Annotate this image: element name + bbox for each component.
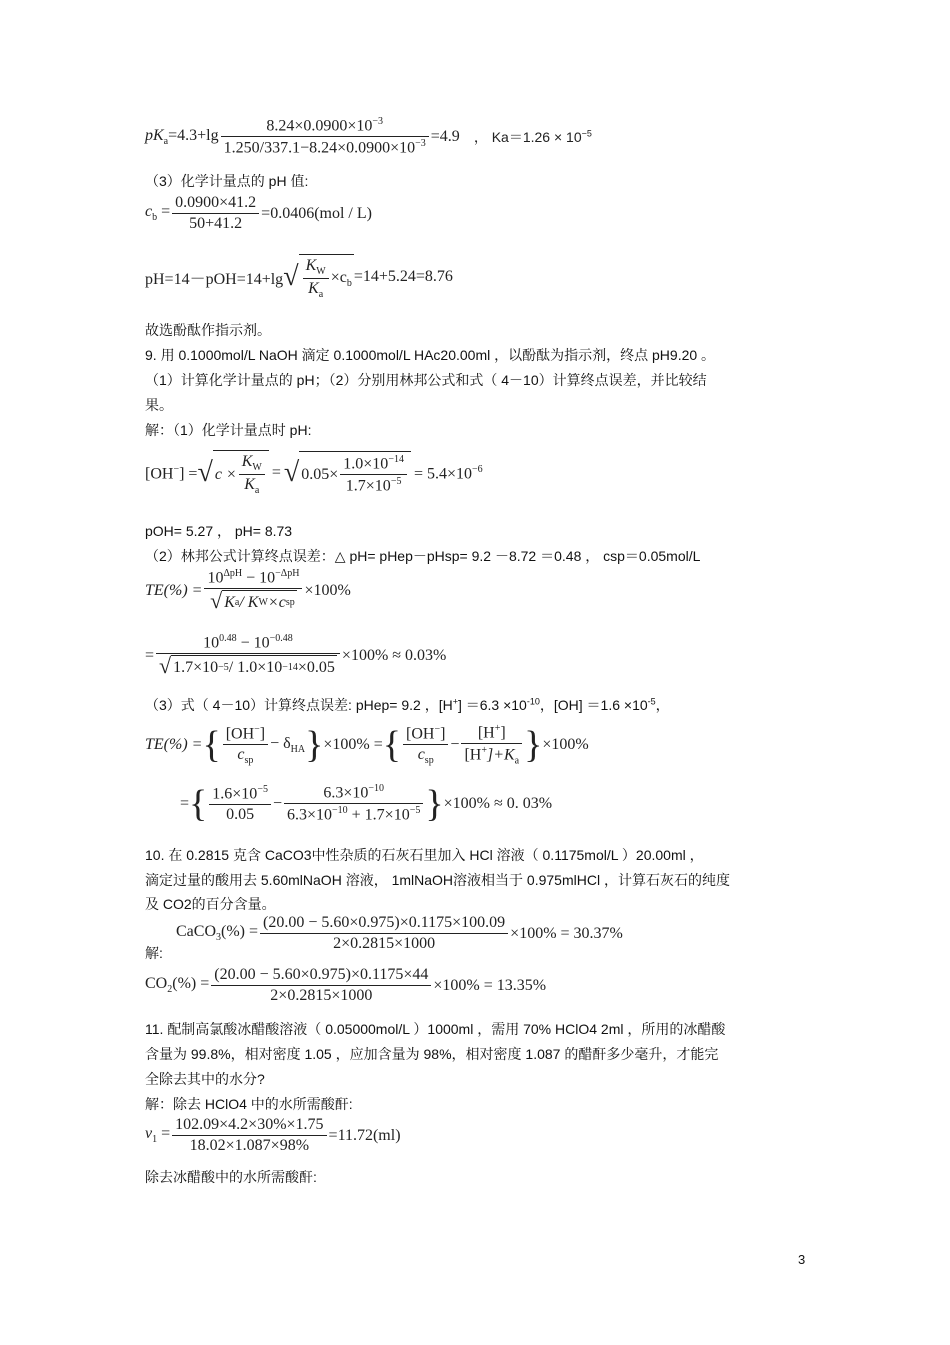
eq4-den: 1.7×10 bbox=[345, 477, 391, 495]
eq4-c: c × bbox=[214, 465, 237, 483]
eq6-num-exp2: −0.48 bbox=[269, 633, 293, 644]
equation-te-values: = { $\frac{1.6\times 10^{-5}}{0.05}$ − $\frac{6.3\times 10^{-10}}{6.3\times 10^{-10} + 1.7\times 10^{-5}}$ } ×100% ≈ 0. 03% bbox=[180, 782, 553, 825]
text-choose-indicator: 故选酚酞作指示剂。 bbox=[145, 322, 271, 338]
eq11-lhs-sub: 1 bbox=[152, 1134, 158, 1146]
eq2-num: 0.0900×41.2 bbox=[172, 194, 259, 214]
eq2-lhs-sub: b bbox=[152, 212, 158, 224]
eq5-num-exp1: ΔpH bbox=[223, 568, 243, 579]
eq3-den: K bbox=[308, 280, 319, 298]
eq3-num-sub: W bbox=[316, 266, 326, 278]
eq3-sqrt: √ $\frac{K_W}{K_a}$ $\times c_b$ bbox=[283, 254, 354, 300]
eq1-ka-exp: −5 bbox=[581, 128, 592, 139]
eq4-kw: K bbox=[241, 453, 253, 470]
eq4-sqrt2: √ 0.05× $\frac{1.0\times 10^{-14}}{1.7\times 10^{-5}}$ bbox=[284, 451, 411, 496]
eq11-lhs: v bbox=[145, 1125, 153, 1143]
eq9-den: 2×0.2815×1000 bbox=[333, 935, 436, 952]
step3b-sup: + bbox=[452, 696, 458, 707]
question-10-line3: 及 CO2的百分含量。 bbox=[145, 896, 276, 912]
eq8-n2: 6.3×10 bbox=[323, 784, 369, 802]
eq10-rhs: ×100% = 13.35% bbox=[433, 976, 547, 994]
eq3-rhs: =14+5.24=8.76 bbox=[353, 268, 453, 286]
question-11-line1: 11. 配制高氯酸冰醋酸溶液（ 0.05000mol/L ）1000ml ，需用 70% HClO4 2ml ，所用的冰醋酸 bbox=[145, 1021, 726, 1037]
eq5-lhs: TE(%) = bbox=[145, 581, 203, 599]
eq6-den-end: ×0.05 bbox=[297, 658, 335, 676]
eq10-lhs: CO bbox=[145, 975, 168, 993]
eq1-fraction bbox=[221, 116, 429, 158]
eq4-ka: K bbox=[244, 476, 255, 494]
eq8-d2b-exp: −5 bbox=[409, 805, 421, 817]
eq11-lhs-end: = bbox=[157, 1125, 171, 1143]
equation-caco3 bbox=[176, 914, 623, 953]
question-11-line3: 全除去其中的水分? bbox=[145, 1071, 265, 1087]
eq2-fraction bbox=[172, 194, 259, 233]
eq5-num: 10 bbox=[207, 569, 224, 587]
question-9-line3: 果。 bbox=[145, 397, 173, 413]
eq2-den: 50+41.2 bbox=[189, 215, 243, 232]
eq9-lhs: CaCO bbox=[176, 923, 216, 941]
eq8-d1: 0.05 bbox=[226, 805, 255, 823]
eq7-lhs: TE(%) = bbox=[145, 735, 203, 753]
eq7-n2-sup: − bbox=[434, 723, 441, 735]
eq7-n2-end: ] bbox=[440, 724, 446, 742]
eq5-den-sub1: a bbox=[234, 597, 240, 609]
eq2-rhs: =0.0406(mol / L) bbox=[261, 204, 372, 222]
eq8-d2a-exp: −10 bbox=[332, 805, 348, 817]
eq1-lhs-sub: a bbox=[163, 135, 169, 147]
eq7-mid: ×100% = bbox=[323, 735, 383, 753]
step3b-exp1: -10 bbox=[526, 696, 540, 707]
eq7-n1-sup: − bbox=[254, 723, 260, 735]
eq4-ka-sub: a bbox=[254, 485, 260, 497]
eq1-num: 8.24×0.0900×10 bbox=[266, 117, 373, 135]
eq8-rhs: ×100% ≈ 0. 03% bbox=[443, 794, 553, 812]
eq7-n3-sup: + bbox=[494, 723, 501, 734]
equation-v1 bbox=[145, 1116, 401, 1155]
eq10-den: 2×0.2815×1000 bbox=[270, 987, 373, 1004]
equation-te-formula: TE(%) = { $\frac{[OH^-]}{c_{sp}}$ − $\delta_{HA}$ } ×100% = { $\frac{[OH^-]}{c_{sp}}$ − $\frac{[H^+]}{[H^+]+K_a}$ } ×100% bbox=[145, 723, 589, 767]
equation-pka bbox=[145, 116, 592, 158]
eq7-rhs: ×100% bbox=[542, 735, 589, 753]
eq7-d2-sub: sp bbox=[424, 755, 434, 767]
eq8-n2-exp: −10 bbox=[368, 783, 384, 794]
eq7-minus-sub: HA bbox=[290, 744, 306, 756]
question-10-solution: 解: bbox=[145, 945, 163, 961]
eq9-lhs-sub: 3 bbox=[216, 932, 221, 944]
eq8-minus: − bbox=[272, 794, 282, 812]
text-step3b bbox=[145, 695, 670, 715]
eq4-rhs: = 5.4×10 bbox=[413, 464, 472, 482]
eq3-num: K bbox=[305, 257, 317, 274]
question-9-line1: 9. 用 0.1000mol/L NaOH 滴定 0.1000mol/L HAc20.00ml ，以酚酞为指示剂，终点 pH9.20 。 bbox=[145, 347, 716, 363]
eq4-den-exp: −5 bbox=[390, 476, 402, 488]
eq8-lhs: = bbox=[180, 794, 190, 812]
eq9-lhs-end: (%) = bbox=[221, 923, 259, 941]
eq6-num-mid: − 10 bbox=[236, 634, 270, 652]
eq8-d2b: + 1.7×10 bbox=[347, 806, 410, 824]
eq4-rhs-exp: −6 bbox=[472, 463, 483, 475]
eq7-d2: c bbox=[417, 745, 425, 763]
eq5-rhs: ×100% bbox=[304, 581, 351, 599]
question-9-solution: 解：（1）化学计量点时 pH: bbox=[145, 422, 312, 438]
eq4-v1: 0.05× bbox=[301, 465, 339, 483]
eq7-minus2: − bbox=[450, 735, 460, 753]
text-poh: pOH= 5.27 ， pH= 8.73 bbox=[145, 523, 293, 539]
step3b-part4: ， bbox=[655, 697, 670, 713]
page-number: 3 bbox=[798, 1252, 806, 1267]
eq10-lhs-sub: 2 bbox=[167, 984, 173, 996]
eq5-den-mid: / K bbox=[239, 593, 259, 611]
eq1-mid: =4.3+lg bbox=[168, 126, 219, 144]
eq6-rhs: ×100% ≈ 0.03% bbox=[341, 646, 447, 664]
eq7-d1-sub: sp bbox=[244, 755, 254, 767]
question-9-line2: （1）计算化学计量点的 pH；（2）分别用林邦公式和式（ 4－10）计算终点误差，并比较结 bbox=[145, 372, 707, 388]
eq7-minus: − δ bbox=[270, 734, 291, 752]
eq8-n1: 1.6×10 bbox=[212, 784, 258, 802]
eq4-lhs: [OH bbox=[145, 464, 174, 482]
eq9-rhs: ×100% = 30.37% bbox=[510, 924, 623, 942]
eq4-num-exp: −14 bbox=[388, 453, 404, 465]
eq6-den-mid: / 1.0×10 bbox=[228, 658, 283, 676]
eq2-lhs: c bbox=[145, 203, 153, 221]
eq7-n2: [OH bbox=[406, 724, 435, 742]
eq11-num: 102.09×4.2×30%×1.75 bbox=[172, 1116, 326, 1136]
question-10-line2: 滴定过量的酸用去 5.60mlNaOH 溶液， 1mlNaOH溶液相当于 0.975mlHCl ，计算石灰石的纯度 bbox=[145, 872, 730, 888]
eq6-num: 10 bbox=[203, 634, 220, 652]
eq7-n3-end: ] bbox=[500, 724, 506, 742]
eq5-num-mid: − 10 bbox=[242, 569, 276, 587]
question-11-line2: 含量为 99.8%，相对密度 1.05 ，应加含量为 98%，相对密度 1.087 的醋酐多少毫升，才能完 bbox=[145, 1046, 719, 1062]
eq4-kw-sub: W bbox=[252, 462, 262, 474]
eq5-num-exp2: −ΔpH bbox=[275, 568, 300, 579]
question-10-line1: 10. 在 0.2815 克含 CaCO3中性杂质的石灰石里加入 HCl 溶液（ 0.1175mol/L ）20.00ml ， bbox=[145, 847, 704, 863]
step3b-exp2: -5 bbox=[647, 696, 656, 707]
eq5-den-end: ×c bbox=[267, 593, 286, 611]
eq8-n1-exp: −5 bbox=[257, 783, 268, 795]
eq1-den-exp: −3 bbox=[415, 138, 426, 150]
eq7-d3-sub: a bbox=[514, 755, 520, 767]
eq7-n1: [OH bbox=[225, 724, 255, 742]
eq7-n1-end: ] bbox=[259, 724, 266, 742]
equation-te-ringbom bbox=[145, 568, 351, 613]
eq6-den: 1.7×10 bbox=[173, 658, 219, 676]
eq3-den-sub: a bbox=[318, 289, 324, 301]
eq7-d1: c bbox=[237, 745, 245, 763]
eq1-den: 1.250/337.1−8.24×0.0900×10 bbox=[223, 139, 416, 157]
equation-ph bbox=[145, 254, 453, 300]
equation-cb: $c_b$ = $\frac{0.0900\times 41.2}{50+41.2}$ =0.0406(mol / L) bbox=[145, 194, 372, 232]
eq10-lhs-end: (%) = bbox=[172, 975, 210, 993]
eq9-num: (20.00 − 5.60×0.975)×0.1175×100.09 bbox=[260, 914, 508, 934]
eq5-den-sub3: sp bbox=[285, 597, 295, 609]
eq1-ka: ， Ka＝1.26 × 10 bbox=[473, 128, 582, 145]
eq1-lhs: pK bbox=[145, 126, 164, 144]
eq6-fraction: $10^{0.48} - 10^{-0.48}$ √ 1.7×10 −5 / 1.0×10 −14 ×0.05 bbox=[156, 633, 340, 678]
eq1-num-exp: −3 bbox=[372, 116, 384, 127]
eq4-lhs-end: ] = bbox=[179, 464, 198, 482]
eq5-den: K bbox=[224, 593, 235, 611]
eq5-den-sub2: W bbox=[258, 597, 268, 609]
eq7-d3: [H bbox=[464, 746, 482, 764]
step3b-part1: （3）式（ 4－10）计算终点误差: pHep= 9.2 ，[H bbox=[145, 697, 453, 713]
step3b-part3: ，[OH] ＝1.6 ×10 bbox=[539, 697, 648, 713]
eq3-times-sub: b bbox=[346, 277, 352, 289]
eq3-lhs: pH=14－pOH=14+lg bbox=[145, 270, 284, 288]
eq4-lhs-sup: − bbox=[173, 463, 180, 475]
eq8-d2a: 6.3×10 bbox=[286, 806, 333, 824]
text-last-line: 除去冰醋酸中的水所需酸酐: bbox=[145, 1169, 317, 1185]
text-step3: （3）化学计量点的 pH 值: bbox=[145, 173, 309, 189]
eq7-n3: [H bbox=[477, 724, 495, 742]
eq6-den-exp2: −14 bbox=[282, 662, 298, 674]
eq4-eqsign: = bbox=[271, 464, 281, 482]
eq11-rhs: =11.72(ml) bbox=[328, 1126, 401, 1144]
eq10-num: (20.00 − 5.60×0.975)×0.1175×44 bbox=[211, 966, 431, 986]
eq4-num: 1.0×10 bbox=[343, 455, 389, 473]
eq7-d3-end: ]+K bbox=[486, 746, 515, 764]
text-step2: （2）林邦公式计算终点误差：△ pH= pHep－pHsp= 9.2 －8.72 ＝0.48 ， csp＝0.05mol/L bbox=[145, 548, 701, 564]
eq6-num-exp1: 0.48 bbox=[219, 633, 237, 644]
eq7-d3-sup: + bbox=[481, 745, 487, 757]
step3b-part2: ] ＝6.3 ×10 bbox=[457, 697, 527, 713]
eq11-den: 18.02×1.087×98% bbox=[189, 1137, 310, 1154]
eq3-times: ×c bbox=[330, 268, 347, 286]
eq5-fraction: $10^{\Delta pH} - 10^{-\Delta pH}$ √ K a / K W ×c sp bbox=[204, 568, 302, 613]
equation-te-ringbom-values bbox=[145, 633, 446, 678]
eq1-rhs: =4.9 bbox=[430, 127, 460, 145]
eq4-sqrt1: √ c × $\frac{K_W}{K_a}$ bbox=[197, 450, 268, 496]
equation-co2 bbox=[145, 966, 546, 1005]
question-11-solution: 解：除去 HClO4 中的水所需酸酐: bbox=[145, 1096, 353, 1112]
equation-oh bbox=[145, 450, 483, 496]
eq6-den-exp1: −5 bbox=[218, 662, 229, 674]
eq6-lhs: = bbox=[145, 646, 155, 664]
